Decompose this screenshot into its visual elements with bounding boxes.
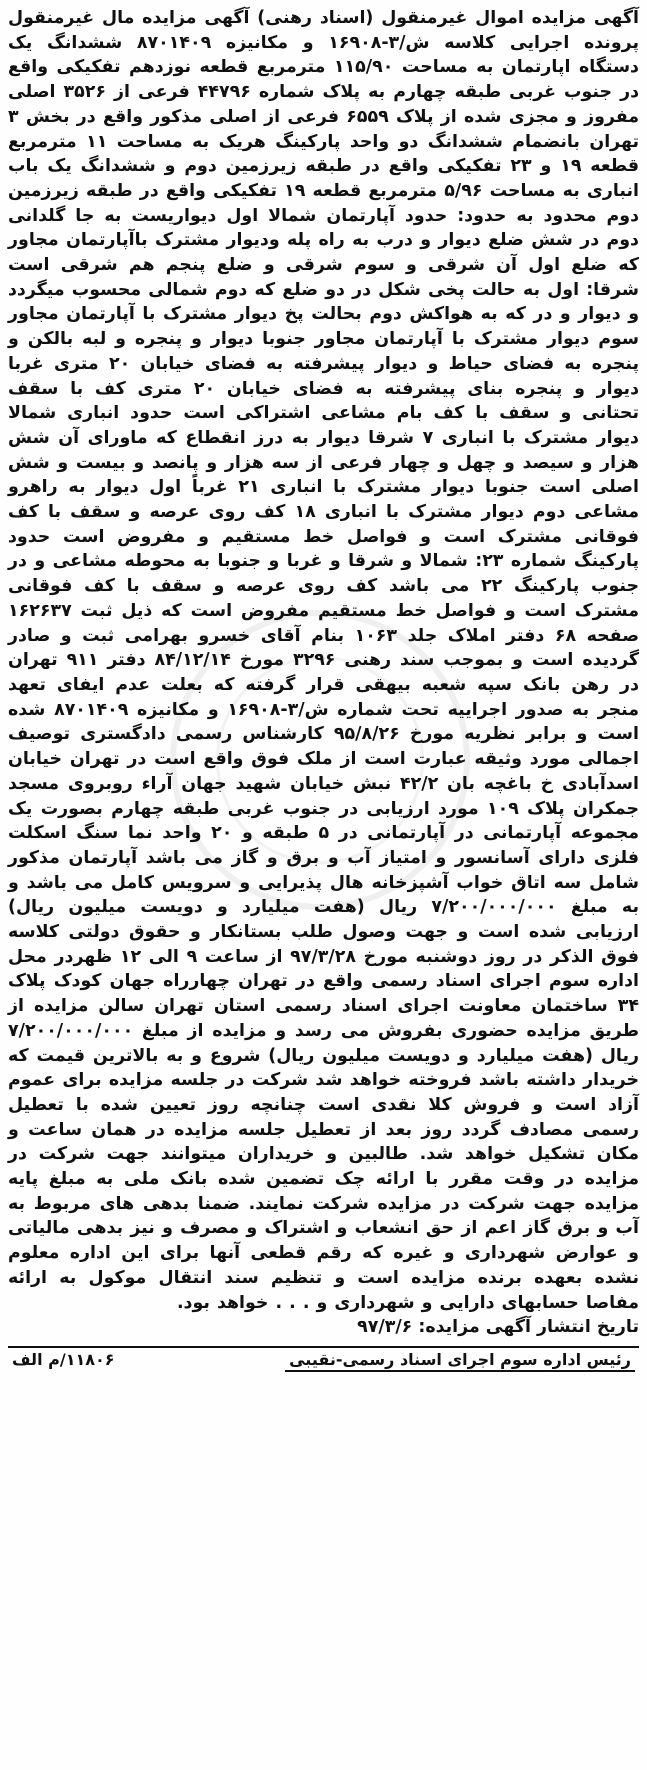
notice-footer: [8, 1350, 639, 1372]
publication-date: تاریخ انتشار آگهی مزایده: ۹۷/۳/۶: [357, 1317, 639, 1338]
notice-body-text: آگهی مزایده اموال غیرمنقول (اسناد رهنی) آگهی مزایده مال غیرمنقول پرونده اجرایی کلاسه ش/۳-۱۶۹۰۸ و مکانیزه ۸۷۰۱۴۰۹ ششدانگ یک دستگاه اپارتمان به مساحت ۱۱۵/۹۰ مترمربع قطعه نوزدهم تفکیکی واقع در جنوب غربی طبقه چهارم به پلاک شماره ۴۴۷۹۶ فرعی از ۳۵۲۶ اصلی مفروز و مجزی شده از پلاک ۶۵۵۹ فرعی از اصلی مذکور واقع در بخش ۳ تهران بانضمام ششدانگ دو واحد پارکینگ هریک به مساحت ۱۱ مترمربع قطعه ۱۹ و ۲۳ تفکیکی واقع در طبقه زیرزمین دوم و ششدانگ یک باب انباری به مساحت ۵/۹۶ مترمربع قطعه ۱۹ تفکیکی واقع در طبقه زیرزمین دوم محدود به حدود: حدود آپارتمان شمالا اول دیواریست به جا گلدانی دوم در شش ضلع دیوار و درب به راه پله ودیوار مشترک باآپارتمان مجاور که ضلع اول آن شرقی و سوم شرقی و ضلع پنجم هم شرقی است شرقا: اول به حالت پخی شکل در دو ضلع که دوم شمالی محسوب میگردد و دیوار و در که به هواکش دوم بحالت پخ دیوار مشترک با آپارتمان مجاور سوم دیوار مشترک با آپارتمان مجاور جنوبا دیوار و پنجره و لبه بالکن و پنجره به فضای حیاط و دیوار پیشرفته به فضای خیابان ۲۰ متری غربا دیوار و پنجره بنای پیشرفته به فضای خیابان ۲۰ متری کف با سقف تحتانی و سقف با کف بام مشاعی اشتراکی است حدود انباری شمالا دیوار مشترک با انباری ۷ شرقا دیوار به درز انقطاع که ماورای آن شش هزار و سیصد و چهل و چهار فرعی از سه هزار و پانصد و بیست و شش اصلی است جنوبا دیوار مشترک با انباری ۲۱ غرباً اول دیوار به راهرو مشاعی دوم دیوار مشترک با انباری ۱۸ کف روی عرصه و سقف با کف فوقانی مشترک است و فواصل خط مستقیم و مفروض است حدود پارکینگ شماره ۲۳: شمالا و شرقا و غربا و جنوبا به محوطه مشاعی و در جنوب پارکینگ ۲۲ می باشد کف روی عرصه و سقف با کف فوقانی مشترک است و فواصل خط مستقیم مفروض است که ذیل ثبت ۱۶۲۶۳۷ صفحه ۶۸ دفتر املاک جلد ۱۰۶۳ بنام آقای خسرو بهرامی ثبت و صادر گردیده است و بموجب سند رهنی ۳۲۹۶ مورخ ۸۴/۱۲/۱۴ دفتر ۹۱۱ تهران در رهن بانک سپه شعبه بیهقی قرار گرفته که بعلت عدم ایفای تعهد منجر به صدور اجراییه تحت شماره ش/۳-۱۶۹۰۸ و مکانیزه ۸۷۰۱۴۰۹ شده است و برابر نظریه مورخ ۹۵/۸/۲۶ کارشناس رسمی دادگستری توصیف اجمالی مورد وثیقه عبارت است از ملک فوق واقع است در تهران خیابان اسدآبادی خ باغچه بان ۴۲/۲ نبش خیابان شهید جهان آراء روبروی مسجد جمکران پلاک ۱۰۹ مورد ارزیابی در جنوب غربی طبقه چهارم بصورت یک مجموعه آپارتمانی در آپارتمانی در ۵ طبقه و ۲۰ واحد نما سنگ اسکلت فلزی دارای آسانسور و امتیاز آب و برق و گاز می باشد آپارتمان مذکور شامل سه اتاق خواب آشپزخانه هال پذیرایی و سرویس کامل می باشد و به مبلغ ۷/۲۰۰/۰۰۰/۰۰۰ ریال (هفت میلیارد و دویست میلیون ریال) ارزیابی شده است و جهت وصول طلب بستانکار و حقوق دولتی کلاسه فوق الذکر در روز دوشنبه مورخ ۹۷/۳/۲۸ از ساعت ۹ الی ۱۲ ظهردر محل اداره سوم اجرای اسناد رسمی واقع در تهران چهارراه جهان کودک پلاک ۳۴ ساختمان معاونت اجرای اسناد رسمی استان تهران سالن مزایده از طریق مزایده حضوری بفروش می رسد و مزایده از مبلغ ۷/۲۰۰/۰۰۰/۰۰۰ ریال (هفت میلیارد و دویست میلیون ریال) شروع و به بالاترین قیمت که خریدار داشته باشد فروخته خواهد شد شرکت در جلسه مزایده برای عموم آزاد است و فروش کلا نقدی است چنانچه روز تعیین شده با تعطیل رسمی مصادف گردد روز بعد از تعطیل جلسه مزایده در همان ساعت و مکان تشکیل خواهد شد. طالبین و خریداران میتوانند جهت شرکت در مزایده در وقت مقرر با ارائه چک تضمین شده بانک ملی به مبلغ پایه مزایده جهت شرکت در مزایده شرکت نمایند. ضمنا بدهی های مربوط به آب و برق گاز اعم از حق انشعاب و اشتراک و مصرف و نیز بدهی مالیاتی و عوارض شهرداری و غیره که رقم قطعی آنها برای این اداره معلوم نشده بعهده برنده مزایده است و تنظیم سند انتقال موکول به ارائه مفاصا حسابهای دارایی و شهرداری و . . . خواهد بود.: [8, 8, 640, 1313]
signature-line: رئیس اداره سوم اجرای اسناد رسمی-نقیبی: [285, 1350, 635, 1372]
notice-code: ۱۱۸۰۶/م الف: [12, 1349, 115, 1369]
footer-divider: [8, 1346, 639, 1348]
